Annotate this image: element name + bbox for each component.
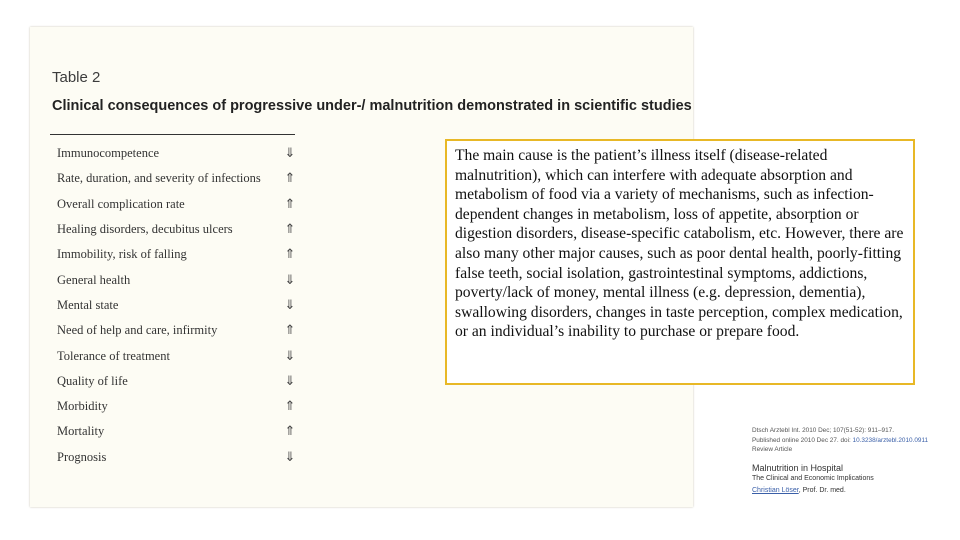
increase-arrow-icon: ⇑ — [284, 171, 296, 187]
citation-type: Review Article — [752, 446, 793, 453]
row-label: Quality of life — [57, 373, 128, 388]
table-row — [57, 445, 297, 470]
row-label: Healing disorders, decubitus ulcers — [57, 222, 233, 237]
table-label: Table 2 — [52, 69, 101, 86]
table-row — [57, 267, 297, 292]
table-row — [57, 394, 297, 419]
table-row — [57, 192, 297, 217]
citation-block — [752, 426, 942, 494]
author-link[interactable]: Christian Löser — [752, 486, 799, 494]
decrease-arrow-icon: ⇓ — [284, 373, 296, 389]
row-label: Tolerance of treatment — [57, 348, 170, 363]
table-header-rule — [50, 134, 295, 135]
increase-arrow-icon: ⇑ — [284, 222, 296, 238]
row-label: General health — [57, 272, 131, 287]
increase-arrow-icon: ⇑ — [284, 196, 296, 212]
increase-arrow-icon: ⇑ — [284, 247, 296, 263]
increase-arrow-icon: ⇑ — [284, 399, 296, 415]
table-row — [57, 293, 297, 318]
article-subtitle: The Clinical and Economic Implications — [752, 474, 874, 482]
increase-arrow-icon: ⇑ — [284, 323, 296, 339]
table-row — [57, 166, 297, 191]
article-title: Malnutrition in Hospital — [752, 462, 844, 473]
row-label: Morbidity — [57, 399, 108, 414]
row-label: Mental state — [57, 297, 119, 312]
decrease-arrow-icon: ⇓ — [284, 297, 296, 313]
table-row — [57, 141, 297, 166]
row-label: Immobility, risk of falling — [57, 247, 187, 262]
citation-published: Published online 2010 Dec 27. doi: — [752, 436, 853, 444]
row-label: Mortality — [57, 424, 105, 439]
row-label: Rate, duration, and severity of infections — [57, 171, 261, 186]
author-suffix: , Prof. Dr. med. — [798, 486, 846, 494]
decrease-arrow-icon: ⇓ — [284, 146, 296, 162]
doi-link[interactable]: 10.3238/arztebl.2010.0911 — [852, 436, 929, 444]
row-label: Overall complication rate — [57, 196, 185, 211]
table-row — [57, 217, 297, 242]
table-row — [57, 242, 297, 267]
decrease-arrow-icon: ⇓ — [284, 348, 296, 364]
decrease-arrow-icon: ⇓ — [284, 272, 296, 288]
table-row — [57, 419, 297, 444]
row-label: Need of help and care, infirmity — [57, 323, 218, 338]
table-rows — [57, 141, 297, 470]
row-label: Immunocompetence — [57, 146, 160, 161]
table-caption: Clinical consequences of progressive under-/ malnutrition demonstrated in scientific studies — [52, 98, 692, 114]
citation-journal: Dtsch Arztebl Int. 2010 Dec; 107(51-52): 911–917. — [752, 427, 894, 434]
citation-doi-line — [752, 436, 942, 446]
table-row — [57, 318, 297, 343]
table-row — [57, 343, 297, 368]
row-label: Prognosis — [57, 449, 107, 464]
article-authors — [752, 487, 942, 494]
explanation-callout: The main cause is the patient’s illness itself (disease-related malnutrition), which can interfere with adequate absorption and metabolism of food via a variety of mechanisms, such as infection-dependent changes in metabolism, loss of appetite, absorption or digestion disorders, disease-specific catabolism, etc. However, there are also many other major causes, such as poor dental health, poorly-fitting false teeth, social isolation, gastrointestinal symptoms, addictions, poverty/lack of money, mental illness (e.g. depression, dementia), swallowing disorders, changes in taste perception, complex medication, or an individual’s inability to purchase or prepare food. — [445, 139, 915, 385]
table-row — [57, 369, 297, 394]
increase-arrow-icon: ⇑ — [284, 424, 296, 440]
decrease-arrow-icon: ⇓ — [284, 449, 296, 465]
